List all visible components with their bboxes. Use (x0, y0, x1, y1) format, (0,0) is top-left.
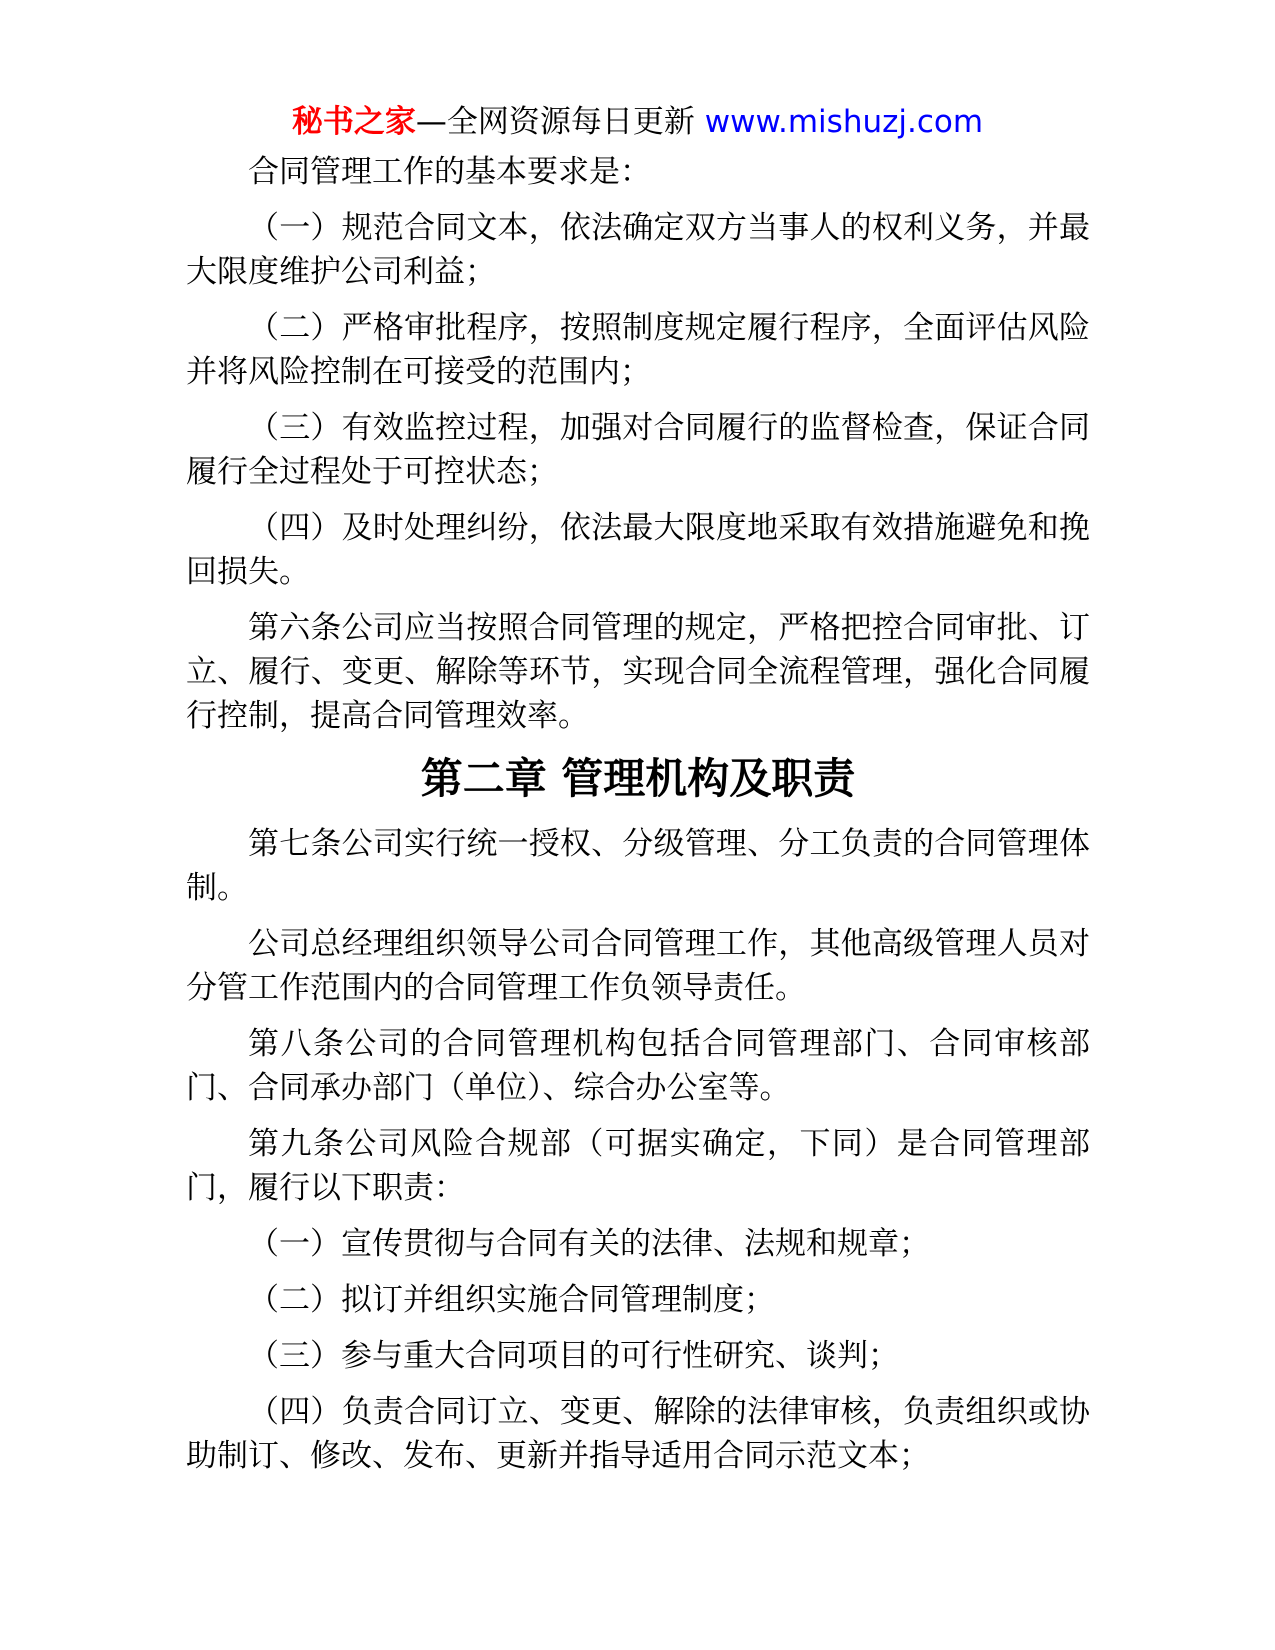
paragraph-general-manager: 公司总经理组织领导公司合同管理工作，其他高级管理人员对分管工作范围内的合同管理工作负领导责任。 (186, 926, 1090, 1006)
paragraph-intro: 合同管理工作的基本要求是： (248, 154, 651, 190)
paragraph-requirement-4: （四）及时处理纠纷，依法最大限度地采取有效措施避免和挽回损失。 (186, 510, 1090, 590)
paragraph-article-7: 第七条公司实行统一授权、分级管理、分工负责的合同管理体制。 (186, 826, 1090, 906)
paragraph-duty-3: （三）参与重大合同项目的可行性研究、谈判； (248, 1338, 899, 1374)
paragraph-duty-1: （一）宣传贯彻与合同有关的法律、法规和规章； (248, 1226, 930, 1262)
paragraph-duty-2: （二）拟订并组织实施合同管理制度； (248, 1282, 775, 1318)
paragraph-requirement-1: （一）规范合同文本，依法确定双方当事人的权利义务，并最大限度维护公司利益； (186, 210, 1090, 290)
paragraph-requirement-3: （三）有效监控过程，加强对合同履行的监督检查，保证合同履行全过程处于可控状态； (186, 410, 1090, 490)
paragraph-article-8: 第八条公司的合同管理机构包括合同管理部门、合同审核部门、合同承办部门（单位）、综合办公室等。 (186, 1026, 1090, 1106)
header-tagline: —全网资源每日更新 (415, 104, 695, 140)
paragraph-article-9: 第九条公司风险合规部（可据实确定，下同）是合同管理部门，履行以下职责： (186, 1126, 1090, 1206)
chapter-heading: 第二章 管理机构及职责 (420, 754, 856, 803)
document-body (186, 150, 1090, 1490)
paragraph-requirement-2: （二）严格审批程序，按照制度规定履行程序，全面评估风险并将风险控制在可接受的范围内； (186, 310, 1090, 390)
paragraph-duty-4: （四）负责合同订立、变更、解除的法律审核，负责组织或协助制订、修改、发布、更新并指导适用合同示范文本； (186, 1394, 1090, 1474)
site-header (0, 100, 1275, 144)
brand-name: 秘书之家 (291, 104, 416, 140)
site-url-link[interactable]: www.mishuzj.com (704, 104, 984, 140)
paragraph-article-6: 第六条公司应当按照合同管理的规定，严格把控合同审批、订立、履行、变更、解除等环节，实现合同全流程管理，强化合同履行控制，提高合同管理效率。 (186, 610, 1090, 734)
